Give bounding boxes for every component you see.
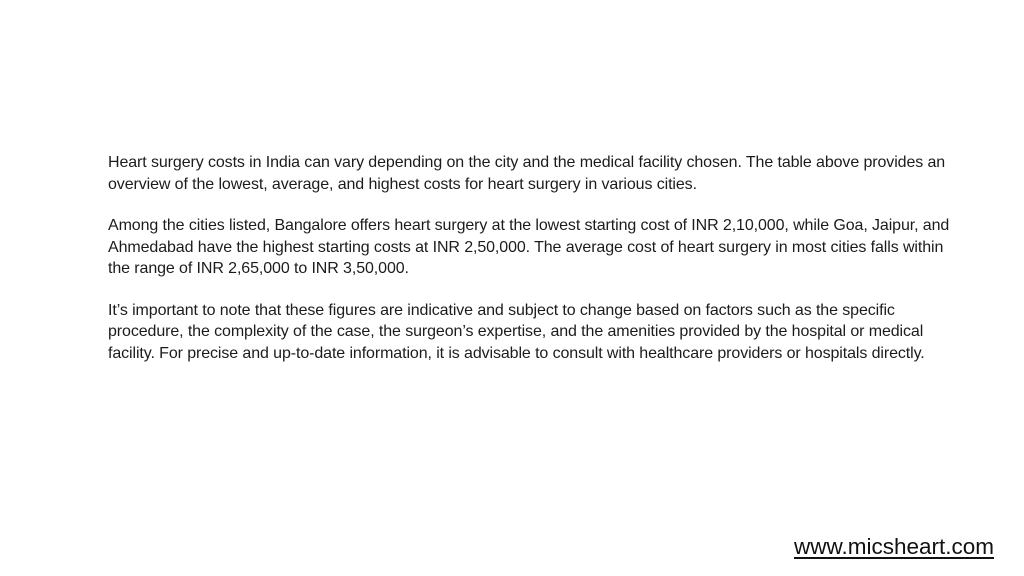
website-link[interactable]: www.micsheart.com [793,534,994,559]
paragraph-city-costs: Among the cities listed, Bangalore offers heart surgery at the lowest starting cost of INR 2,10,000, while Goa, Jaipur, and Ahmedabad have the highest starting costs at INR 2,50,000. The average cost of heart surgery in most cities falls within the range of INR 2,65,000 to INR 3,50,000. [108,217,950,277]
body-text [108,152,958,384]
paragraph-intro: Heart surgery costs in India can vary depending on the city and the medical facility chosen. The table above provides an overview of the lowest, average, and highest costs for heart surgery in various cities. [108,154,946,193]
paragraph-disclaimer: It’s important to note that these figures are indicative and subject to change based on factors such as the specific procedure, the complexity of the case, the surgeon’s expertise, and the amenities provided by the hospital or medical facility. For precise and up-to-date information, it is advisable to consult with healthcare providers or hospitals directly. [108,301,925,362]
